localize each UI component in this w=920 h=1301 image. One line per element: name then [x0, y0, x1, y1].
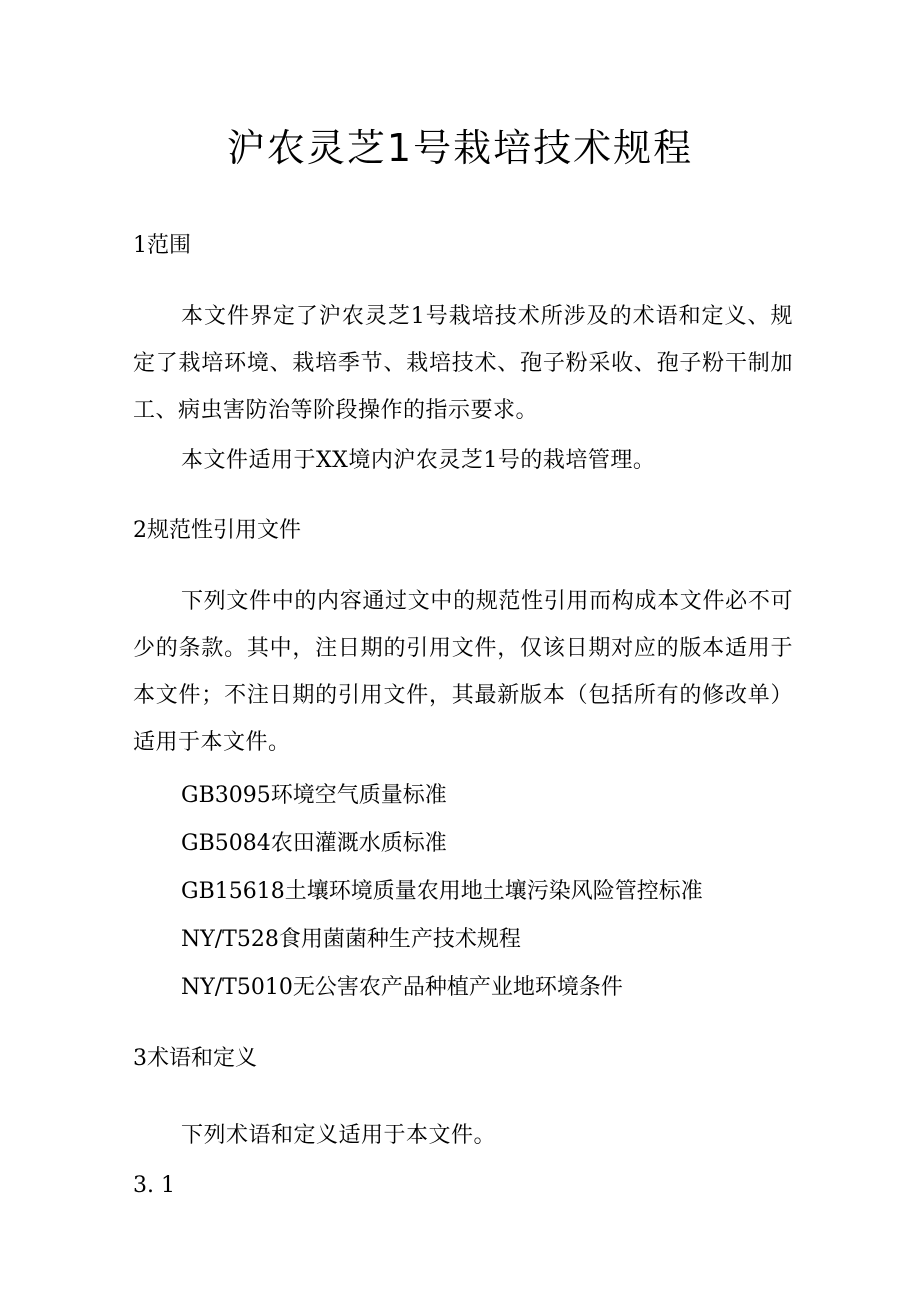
document-title: 沪农灵芝1号栽培技术规程	[226, 126, 694, 170]
section-terms-paragraph: 下列术语和定义适用于本文件。	[181, 1123, 497, 1148]
reference-item: GB3095环境空气质量标准	[181, 783, 447, 808]
section-references-paragraph: 下列文件中的内容通过文中的规范性引用而构成本文件必不可少的条款。其中，注日期的引用文件，仅该日期对应的版本适用于本文件；不注日期的引用文件，其最新版本（包括所有的修改单）适用于本文件。	[133, 589, 793, 755]
section-scope-paragraph-1: 本文件界定了沪农灵芝1号栽培技术所涉及的术语和定义、规定了栽培环境、栽培季节、栽培技术、孢子粉采收、孢子粉干制加工、病虫害防治等阶段操作的指示要求。	[133, 304, 793, 423]
section-heading-terms-definitions: 3术语和定义	[133, 1046, 257, 1071]
subsection-number: 3. 1	[133, 1173, 175, 1198]
reference-item: GB15618土壤环境质量农用地土壤污染风险管控标准	[181, 879, 703, 904]
reference-item: GB5084农田灌溉水质标准	[181, 831, 447, 856]
section-scope-paragraph-2: 本文件适用于XX境内沪农灵芝1号的栽培管理。	[181, 448, 656, 473]
reference-item: NY/T5010无公害农产品种植产业地环境条件	[181, 975, 623, 1000]
section-heading-normative-references: 2规范性引用文件	[133, 518, 301, 543]
section-heading-scope: 1范围	[133, 233, 191, 258]
reference-item: NY/T528食用菌菌种生产技术规程	[181, 927, 521, 952]
